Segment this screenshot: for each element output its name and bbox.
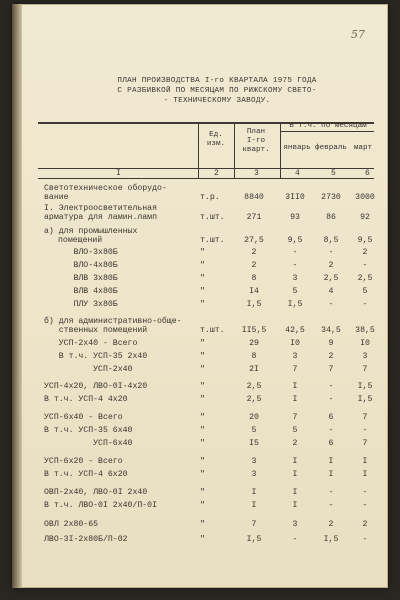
sheet-number: 57 [351,28,365,41]
month-header-january: январь [283,144,311,152]
row-quarter: I [251,488,257,497]
row-january: 9,5 [287,236,303,245]
table-row [12,326,388,336]
row-february: 7 [328,365,334,374]
row-unit: " [200,470,205,479]
table-row [12,365,388,375]
row-quarter: I4 [249,287,259,296]
row-name: УСП-2х40 [44,365,133,374]
row-january: I,5 [287,300,303,309]
row-unit: " [200,439,205,448]
row-name: ственных помещений [44,326,148,335]
table-row [12,395,388,405]
row-february: 4 [328,287,334,296]
month-header-march: март [353,144,373,152]
row-february: 2 [328,352,334,361]
row-february: - [328,426,334,435]
column-number: 6 [365,169,370,178]
table-row [12,287,388,297]
row-quarter: 5 [251,426,257,435]
row-january: 42,5 [285,326,305,335]
row-march: I0 [360,339,370,348]
row-quarter: 3 [251,457,257,466]
row-march: 2 [362,520,368,529]
column-divider [234,122,235,178]
row-unit: т.р. [200,193,220,202]
row-january: 3 [292,274,298,283]
row-february: 2730 [321,193,341,202]
row-february: - [328,395,334,404]
table-row [12,426,388,436]
column-number: 3 [254,169,259,178]
row-name: В т.ч. УСП-35 2х40 [44,352,148,361]
table-row [12,261,388,271]
unit-header: Ед. изм. [206,131,226,148]
row-unit: " [200,413,205,422]
title-line: С РАЗБИВКОЙ ПО МЕСЯЦАМ ПО РИЖСКОМУ СВЕТО- [117,87,317,95]
row-name: ВЛО-4х80Б [44,261,118,270]
table-row [12,236,388,246]
column-number: 2 [214,169,219,178]
row-quarter: 29 [249,339,259,348]
row-quarter: 8 [251,352,257,361]
row-quarter: 271 [246,213,262,222]
row-unit: " [200,457,205,466]
row-march: 38,5 [355,326,375,335]
row-march: - [362,501,368,510]
row-march: 7 [362,413,368,422]
row-march: - [362,488,368,497]
row-january: - [292,248,298,257]
row-march: I,5 [357,395,373,404]
row-march: 92 [360,213,370,222]
row-january: 3 [292,352,298,361]
row-quarter: I,5 [246,535,262,544]
row-unit: " [200,365,205,374]
row-unit: " [200,501,205,510]
row-march: I,5 [357,382,373,391]
row-january: 2 [292,439,298,448]
months-group-header: В т.ч. по месяцам [289,122,367,130]
table-row [12,213,388,223]
row-quarter: II5,5 [241,326,267,335]
row-january: I [292,382,298,391]
row-quarter: 2,5 [246,395,262,404]
row-name: ОВЛ 2х80-65 [44,520,99,529]
row-name: В т.ч. УСП-35 6х40 [44,426,133,435]
column-numbers-rule [38,178,374,179]
row-name: а) для промышленных [44,227,138,236]
row-january: 7 [292,365,298,374]
row-quarter: I5 [249,439,259,448]
row-january: I [292,395,298,404]
table-row [12,457,388,467]
table-row [12,535,388,545]
row-unit: " [200,488,205,497]
row-february: 6 [328,439,334,448]
column-number: I [116,169,121,178]
row-february: 2,5 [323,274,339,283]
row-name: ОВП-2х40, ЛВО-0I 2х40 [44,488,148,497]
row-february: - [328,248,334,257]
row-march: I [362,470,368,479]
column-number: 4 [295,169,300,178]
row-february: - [328,488,334,497]
column-number: 5 [331,169,336,178]
row-march: - [362,535,368,544]
row-name: ВЛВ 4х80Б [44,287,118,296]
row-january: 93 [290,213,300,222]
row-january: - [292,535,298,544]
document-title [82,76,352,106]
row-march: 2,5 [357,274,373,283]
row-january: 3II0 [285,193,305,202]
table-row [12,300,388,310]
row-unit: " [200,339,205,348]
row-quarter: 2 [251,248,257,257]
title-line: ПЛАН ПРОИЗВОДСТВА I-го КВАРТАЛА 1975 ГОДА [117,77,317,85]
row-january: I [292,501,298,510]
row-name: В т.ч. УСП-4 4х20 [44,395,128,404]
row-quarter: 20 [249,413,259,422]
row-february: - [328,300,334,309]
row-quarter: 2 [251,261,257,270]
row-february: 6 [328,413,334,422]
table-row [12,488,388,498]
row-march: - [362,261,368,270]
row-name: Светотехническое оборудо- [44,184,167,193]
row-quarter: 2,5 [246,382,262,391]
row-january: I [292,470,298,479]
row-unit: " [200,520,205,529]
table-row [12,382,388,392]
row-february: 8,5 [323,236,339,245]
row-february: I,5 [323,535,339,544]
header-rule [38,168,374,169]
row-unit: т.шт. [200,236,225,245]
row-unit: " [200,535,205,544]
row-name: ПЛУ 3х80Б [44,300,118,309]
row-unit: " [200,287,205,296]
title-line: - ТЕХНИЧЕСКОМУ ЗАВОДУ. [163,97,271,105]
row-name: арматура для ламин.ламп [44,213,158,222]
row-name: УСП-6х40 [44,439,133,448]
row-february: 2 [328,261,334,270]
table-row [12,274,388,284]
months-group-rule [280,131,374,132]
month-header-february: февраль [315,144,347,152]
row-name: ВЛО-3х80Б [44,248,118,257]
row-unit: " [200,274,205,283]
row-march: 2 [362,248,368,257]
row-name: ВЛВ 3х80Б [44,274,118,283]
row-march: I [362,457,368,466]
table-row [12,352,388,362]
table-row [12,501,388,511]
row-unit: " [200,261,205,270]
row-february: - [328,382,334,391]
table-row [12,439,388,449]
row-march: 9,5 [357,236,373,245]
row-january: I [292,457,298,466]
row-name: ЛВО-3I-2х80Б/П-02 [44,535,128,544]
row-february: 9 [328,339,334,348]
row-name: I. Электроосветительная [44,204,158,213]
table-row [12,193,388,203]
row-march: 7 [362,439,368,448]
row-february: 86 [326,213,336,222]
row-february: I [328,470,334,479]
row-name: УСП-6х20 - Всего [44,457,123,466]
row-march: - [362,426,368,435]
row-name: В т.ч. ЛВО-0I 2х40/П-0I [44,501,158,510]
table-row [12,470,388,480]
row-name: помещений [58,236,103,245]
row-unit: т.шт. [200,326,225,335]
document-page [12,4,388,588]
row-january: - [292,261,298,270]
row-name: УСП-6х40 - Всего [44,413,123,422]
row-january: 7 [292,413,298,422]
row-february: 2 [328,520,334,529]
table-row [12,248,388,258]
row-quarter: I,5 [246,300,262,309]
row-unit: " [200,426,205,435]
row-january: 3 [292,520,298,529]
row-unit: " [200,300,205,309]
row-february: I [328,457,334,466]
row-march: 7 [362,365,368,374]
row-january: 5 [292,287,298,296]
row-unit: т.шт. [200,213,225,222]
row-january: 5 [292,426,298,435]
row-february: 34,5 [321,326,341,335]
row-unit: " [200,248,205,257]
row-unit: " [200,352,205,361]
row-quarter: 8840 [244,193,264,202]
row-quarter: 3 [251,470,257,479]
row-unit: " [200,382,205,391]
column-divider [198,122,199,178]
row-name: б) для административно-обще- [44,317,182,326]
row-quarter: 2I [249,365,259,374]
row-march: 3 [362,352,368,361]
row-march: 3000 [355,193,375,202]
row-name: УСП-2х40 - Всего [44,339,138,348]
row-quarter: 27,5 [244,236,264,245]
row-quarter: 7 [251,520,257,529]
row-unit: " [200,395,205,404]
row-january: I0 [290,339,300,348]
row-quarter: I [251,501,257,510]
row-march: 5 [362,287,368,296]
row-name: вание [44,193,69,202]
table-row [12,339,388,349]
table-row [12,520,388,530]
quarter-plan-header: План I-го кварт. [242,128,270,154]
row-february: - [328,501,334,510]
row-january: I [292,488,298,497]
row-name: В т.ч. УСП-4 6х20 [44,470,128,479]
table-row [12,413,388,423]
row-march: - [362,300,368,309]
row-name: УСП-4х20, ЛВО-0I-4х20 [44,382,148,391]
row-quarter: 8 [251,274,257,283]
